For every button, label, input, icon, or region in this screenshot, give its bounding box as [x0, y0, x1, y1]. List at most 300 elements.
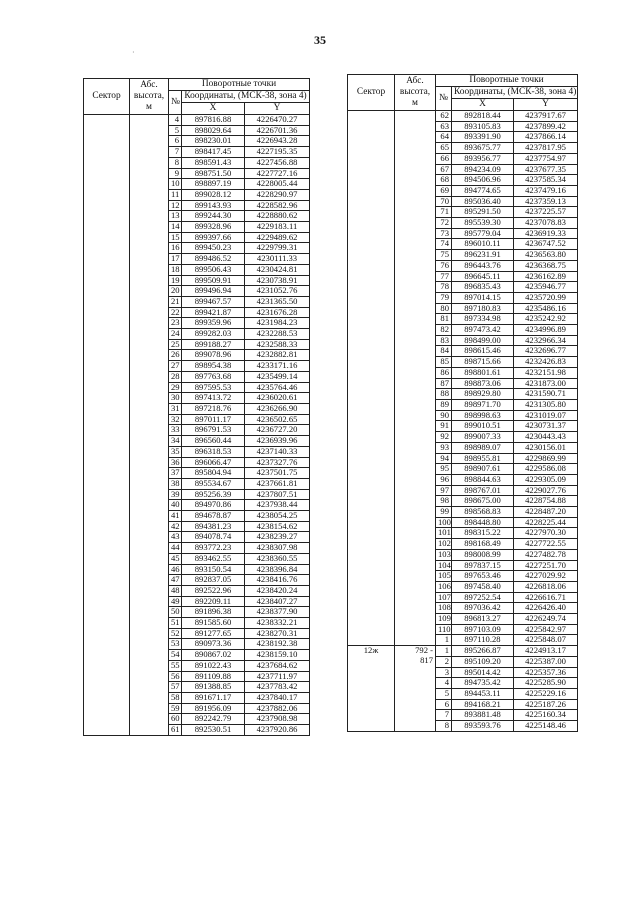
point-number: 43: [169, 532, 182, 543]
point-number: 19: [169, 275, 182, 286]
y-coordinate: 4236563.80: [514, 250, 578, 261]
coordinates-table-right: [347, 74, 578, 732]
table-row: [348, 111, 578, 122]
point-number: 11: [169, 189, 182, 200]
x-coordinate: 895036.40: [452, 196, 514, 207]
x-coordinate: 894234.09: [452, 164, 514, 175]
point-number: 39: [169, 489, 182, 500]
point-number: 45: [169, 553, 182, 564]
point-number: 7: [169, 147, 182, 158]
y-coordinate: 4225148.46: [514, 721, 578, 732]
point-number: 47: [169, 575, 182, 586]
point-number: 88: [436, 389, 452, 400]
x-coordinate: 895266.87: [452, 646, 514, 657]
x-coordinate: 897180.83: [452, 303, 514, 314]
x-coordinate: 894453.11: [452, 688, 514, 699]
y-coordinate: 4228880.62: [245, 211, 310, 222]
point-number: 49: [169, 596, 182, 607]
y-coordinate: 4237140.33: [245, 446, 310, 457]
point-number: 13: [169, 211, 182, 222]
point-number: 82: [436, 325, 452, 336]
x-coordinate: 898591.43: [182, 157, 245, 168]
point-number: 5: [436, 688, 452, 699]
y-coordinate: 4238360.55: [245, 553, 310, 564]
x-coordinate: 895014.42: [452, 667, 514, 678]
x-coordinate: 895256.39: [182, 489, 245, 500]
point-number: 100: [436, 517, 452, 528]
point-number: 74: [436, 239, 452, 250]
x-coordinate: 899467.57: [182, 296, 245, 307]
x-coordinate: 891896.38: [182, 607, 245, 618]
y-coordinate: 4225387.00: [514, 656, 578, 667]
point-number: 69: [436, 185, 452, 196]
x-coordinate: 898801.61: [452, 367, 514, 378]
y-coordinate: 4231984.23: [245, 318, 310, 329]
point-number: 75: [436, 250, 452, 261]
x-coordinate: 893150.54: [182, 564, 245, 575]
point-number: 46: [169, 564, 182, 575]
point-number: 38: [169, 478, 182, 489]
y-coordinate: 4226249.74: [514, 614, 578, 625]
x-header: X: [182, 103, 245, 115]
altitude-header-line: Абс.: [406, 76, 424, 86]
y-coordinate: 4235946.77: [514, 282, 578, 293]
y-coordinate: 4230111.33: [245, 254, 310, 265]
x-coordinate: 897103.09: [452, 624, 514, 635]
point-number: 20: [169, 286, 182, 297]
point-number: 80: [436, 303, 452, 314]
y-coordinate: 4224913.17: [514, 646, 578, 657]
x-coordinate: 899496.94: [182, 286, 245, 297]
x-coordinate: 899244.30: [182, 211, 245, 222]
x-coordinate: 898675.00: [452, 496, 514, 507]
point-number: 85: [436, 357, 452, 368]
x-coordinate: 893956.77: [452, 153, 514, 164]
x-coordinate: 898989.07: [452, 442, 514, 453]
point-number: 62: [436, 111, 452, 122]
y-coordinate: 4237661.81: [245, 478, 310, 489]
point-number: 54: [169, 650, 182, 661]
point-number: 83: [436, 335, 452, 346]
x-coordinate: 899143.93: [182, 200, 245, 211]
x-coordinate: 898767.01: [452, 485, 514, 496]
point-number: 105: [436, 571, 452, 582]
x-coordinate: 891109.88: [182, 671, 245, 682]
y-coordinate: 4232151.98: [514, 367, 578, 378]
x-coordinate: 898168.49: [452, 539, 514, 550]
point-number: 103: [436, 549, 452, 560]
point-number: 94: [436, 453, 452, 464]
y-coordinate: 4230731.37: [514, 421, 578, 432]
point-number: 90: [436, 410, 452, 421]
point-number: 16: [169, 243, 182, 254]
y-coordinate: 4237938.44: [245, 500, 310, 511]
y-coordinate: 4225357.36: [514, 667, 578, 678]
y-coordinate: 4238307.98: [245, 543, 310, 554]
y-coordinate: 4226470.27: [245, 115, 310, 126]
altitude-header-line: Абс.: [140, 80, 158, 90]
x-coordinate: 898615.46: [452, 346, 514, 357]
point-number: 37: [169, 468, 182, 479]
point-number: 40: [169, 500, 182, 511]
y-coordinate: 4237840.17: [245, 692, 310, 703]
sector-cell: 12ж: [348, 646, 395, 732]
y-coordinate: 4231365.50: [245, 296, 310, 307]
x-coordinate: 890973.36: [182, 639, 245, 650]
y-coordinate: 4227029.92: [514, 571, 578, 582]
y-coordinate: 4226818.06: [514, 581, 578, 592]
x-coordinate: 899007.33: [452, 432, 514, 443]
y-coordinate: 4238239.27: [245, 532, 310, 543]
y-coordinate: 4237917.67: [514, 111, 578, 122]
y-coordinate: 4226701.36: [245, 125, 310, 136]
y-coordinate: 4229869.99: [514, 453, 578, 464]
x-coordinate: 899421.87: [182, 307, 245, 318]
y-coordinate: 4231873.00: [514, 378, 578, 389]
point-number: 95: [436, 464, 452, 475]
x-coordinate: 898955.81: [452, 453, 514, 464]
point-number: 87: [436, 378, 452, 389]
y-coordinate: 4236919.33: [514, 228, 578, 239]
altitude-header-line: высота,: [133, 91, 165, 101]
table-row: [348, 646, 578, 657]
x-coordinate: 898844.63: [452, 474, 514, 485]
point-number: 28: [169, 371, 182, 382]
y-coordinate: 4228487.20: [514, 507, 578, 518]
point-number: 15: [169, 232, 182, 243]
point-number: 42: [169, 521, 182, 532]
point-number: 25: [169, 339, 182, 350]
y-coordinate: 4234996.89: [514, 325, 578, 336]
point-number: 31: [169, 403, 182, 414]
x-coordinate: 898954.38: [182, 361, 245, 372]
x-coordinate: 891022.43: [182, 660, 245, 671]
x-coordinate: 896443.76: [452, 260, 514, 271]
x-coordinate: 891277.65: [182, 628, 245, 639]
x-coordinate: 894168.21: [452, 699, 514, 710]
y-coordinate: 4237684.62: [245, 660, 310, 671]
y-coordinate: 4227970.30: [514, 528, 578, 539]
y-coordinate: 4231305.80: [514, 399, 578, 410]
y-coordinate: 4228754.88: [514, 496, 578, 507]
x-coordinate: 893881.48: [452, 710, 514, 721]
x-coordinate: 894381.23: [182, 521, 245, 532]
point-number: 21: [169, 296, 182, 307]
x-coordinate: 898907.61: [452, 464, 514, 475]
x-coordinate: 895534.67: [182, 478, 245, 489]
x-coordinate: 897110.28: [452, 635, 514, 646]
x-coordinate: 894678.87: [182, 511, 245, 522]
y-coordinate: 4231019.07: [514, 410, 578, 421]
coordinates-header: Координаты, (МСК-38, зона 4): [182, 91, 310, 103]
point-number: 1: [436, 635, 452, 646]
y-coordinate: 4238270.31: [245, 628, 310, 639]
y-coordinate: 4226426.40: [514, 603, 578, 614]
x-coordinate: 899486.52: [182, 254, 245, 265]
point-number: 41: [169, 511, 182, 522]
point-number: 108: [436, 603, 452, 614]
point-number: 8: [169, 157, 182, 168]
point-number: 70: [436, 196, 452, 207]
y-coordinate: 4232588.33: [245, 339, 310, 350]
y-coordinate: 4230424.81: [245, 264, 310, 275]
point-number: 92: [436, 432, 452, 443]
point-number: 12: [169, 200, 182, 211]
point-number: 26: [169, 350, 182, 361]
altitude-header: [130, 79, 169, 115]
x-coordinate: 898751.50: [182, 168, 245, 179]
y-coordinate: 4232696.77: [514, 346, 578, 357]
x-coordinate: 896318.53: [182, 446, 245, 457]
y-coordinate: 4237866.14: [514, 132, 578, 143]
y-coordinate: 4229489.62: [245, 232, 310, 243]
point-number: 10: [169, 179, 182, 190]
x-coordinate: 898873.06: [452, 378, 514, 389]
y-coordinate: 4227727.16: [245, 168, 310, 179]
point-number: 73: [436, 228, 452, 239]
y-coordinate: 4237327.76: [245, 457, 310, 468]
x-coordinate: 897011.17: [182, 414, 245, 425]
y-coordinate: 4237677.35: [514, 164, 578, 175]
y-coordinate: 4232882.81: [245, 350, 310, 361]
altitude-cell: [395, 111, 436, 646]
y-coordinate: 4237078.83: [514, 218, 578, 229]
x-coordinate: 897458.40: [452, 581, 514, 592]
point-number: 50: [169, 607, 182, 618]
x-header: X: [452, 99, 514, 111]
point-number: 107: [436, 592, 452, 603]
x-coordinate: 892837.05: [182, 575, 245, 586]
y-coordinate: 4237754.97: [514, 153, 578, 164]
x-coordinate: 897252.54: [452, 592, 514, 603]
point-number: 68: [436, 175, 452, 186]
x-coordinate: 899506.43: [182, 264, 245, 275]
point-number: 6: [436, 699, 452, 710]
x-coordinate: 897837.15: [452, 560, 514, 571]
y-coordinate: 4236266.90: [245, 403, 310, 414]
sector-header: Сектор: [348, 75, 395, 111]
y-coordinate: 4237882.06: [245, 703, 310, 714]
altitude-cell: [395, 646, 436, 732]
x-coordinate: 898971.70: [452, 399, 514, 410]
y-coordinate: 4233171.16: [245, 361, 310, 372]
x-coordinate: 896813.27: [452, 614, 514, 625]
point-number: 66: [436, 153, 452, 164]
x-coordinate: 891585.60: [182, 618, 245, 629]
y-coordinate: 4226943.28: [245, 136, 310, 147]
y-coordinate: 4238377.90: [245, 607, 310, 618]
y-coordinate: 4238154.62: [245, 521, 310, 532]
x-coordinate: 895779.04: [452, 228, 514, 239]
y-coordinate: 4238396.84: [245, 564, 310, 575]
table-row: [84, 115, 310, 126]
x-coordinate: 895291.50: [452, 207, 514, 218]
coordinates-header: Координаты, (МСК-38, зона 4): [452, 87, 578, 99]
point-number: 8: [436, 721, 452, 732]
point-number: 56: [169, 671, 182, 682]
y-coordinate: 4237807.51: [245, 489, 310, 500]
y-coordinate: 4227456.88: [245, 157, 310, 168]
x-coordinate: 894774.65: [452, 185, 514, 196]
point-number: 97: [436, 485, 452, 496]
point-number: 6: [169, 136, 182, 147]
y-coordinate: 4231052.76: [245, 286, 310, 297]
x-coordinate: 892818.44: [452, 111, 514, 122]
x-coordinate: 897595.53: [182, 382, 245, 393]
y-coordinate: 4236727.20: [245, 425, 310, 436]
x-coordinate: 897036.42: [452, 603, 514, 614]
y-coordinate: 4229799.31: [245, 243, 310, 254]
y-coordinate: 4225229.16: [514, 688, 578, 699]
y-coordinate: 4238192.38: [245, 639, 310, 650]
x-coordinate: 897014.15: [452, 292, 514, 303]
x-coordinate: 899010.51: [452, 421, 514, 432]
x-coordinate: 897413.72: [182, 393, 245, 404]
point-number: 34: [169, 436, 182, 447]
point-number: 109: [436, 614, 452, 625]
turning-points-header: Поворотные точки: [436, 75, 578, 87]
y-coordinate: 4238054.25: [245, 511, 310, 522]
point-number: 4: [436, 678, 452, 689]
x-coordinate: 893772.23: [182, 543, 245, 554]
y-coordinate: 4226616.71: [514, 592, 578, 603]
y-coordinate: 4228005.44: [245, 179, 310, 190]
x-coordinate: 897218.76: [182, 403, 245, 414]
y-coordinate: 4237899.42: [514, 121, 578, 132]
number-header: №: [436, 87, 452, 111]
turning-points-header: Поворотные точки: [169, 79, 310, 91]
number-header: №: [169, 91, 182, 115]
x-coordinate: 896560.44: [182, 436, 245, 447]
y-coordinate: 4236020.61: [245, 393, 310, 404]
point-number: 17: [169, 254, 182, 265]
page-number: 35: [314, 33, 326, 47]
x-coordinate: 892209.11: [182, 596, 245, 607]
x-coordinate: 899028.12: [182, 189, 245, 200]
point-number: 106: [436, 581, 452, 592]
y-coordinate: 4227195.35: [245, 147, 310, 158]
x-coordinate: 897473.42: [452, 325, 514, 336]
point-number: 36: [169, 457, 182, 468]
point-number: 44: [169, 543, 182, 554]
y-coordinate: 4229305.09: [514, 474, 578, 485]
point-number: 22: [169, 307, 182, 318]
coordinates-table-left: [83, 78, 310, 736]
y-coordinate: 4225160.34: [514, 710, 578, 721]
y-coordinate: 4229027.76: [514, 485, 578, 496]
x-coordinate: 891956.09: [182, 703, 245, 714]
point-number: 96: [436, 474, 452, 485]
point-number: 52: [169, 628, 182, 639]
y-coordinate: 4237479.16: [514, 185, 578, 196]
y-coordinate: 4238407.27: [245, 596, 310, 607]
x-coordinate: 898230.01: [182, 136, 245, 147]
point-number: 35: [169, 446, 182, 457]
x-coordinate: 893675.77: [452, 143, 514, 154]
altitude-header: [395, 75, 436, 111]
x-coordinate: 898417.45: [182, 147, 245, 158]
y-header: Y: [514, 99, 578, 111]
point-number: 27: [169, 361, 182, 372]
x-coordinate: 894970.86: [182, 500, 245, 511]
point-number: 14: [169, 222, 182, 233]
y-coordinate: 4237920.86: [245, 725, 310, 736]
point-number: 24: [169, 329, 182, 340]
point-number: 61: [169, 725, 182, 736]
y-coordinate: 4237359.13: [514, 196, 578, 207]
point-number: 71: [436, 207, 452, 218]
x-coordinate: 899078.96: [182, 350, 245, 361]
point-number: 104: [436, 560, 452, 571]
y-coordinate: 4238159.10: [245, 650, 310, 661]
x-coordinate: 898029.64: [182, 125, 245, 136]
point-number: 3: [436, 667, 452, 678]
x-coordinate: 899282.03: [182, 329, 245, 340]
x-coordinate: 895804.94: [182, 468, 245, 479]
x-coordinate: 898929.80: [452, 389, 514, 400]
x-coordinate: 898448.80: [452, 517, 514, 528]
point-number: 51: [169, 618, 182, 629]
altitude-header-line: м: [146, 102, 152, 112]
point-number: 72: [436, 218, 452, 229]
y-coordinate: 4231590.71: [514, 389, 578, 400]
x-coordinate: 896645.11: [452, 271, 514, 282]
x-coordinate: 898315.22: [452, 528, 514, 539]
x-coordinate: 894735.42: [452, 678, 514, 689]
x-coordinate: 891671.17: [182, 692, 245, 703]
x-coordinate: 897653.46: [452, 571, 514, 582]
scan-speck: ·: [132, 48, 135, 57]
point-number: 64: [436, 132, 452, 143]
x-coordinate: 892242.79: [182, 714, 245, 725]
point-number: 30: [169, 393, 182, 404]
point-number: 57: [169, 682, 182, 693]
point-number: 79: [436, 292, 452, 303]
y-coordinate: 4232288.53: [245, 329, 310, 340]
point-number: 9: [169, 168, 182, 179]
y-coordinate: 4238420.24: [245, 585, 310, 596]
x-coordinate: 893391.90: [452, 132, 514, 143]
y-coordinate: 4228225.44: [514, 517, 578, 528]
x-coordinate: 896835.43: [452, 282, 514, 293]
point-number: 77: [436, 271, 452, 282]
point-number: 48: [169, 585, 182, 596]
point-number: 2: [436, 656, 452, 667]
y-coordinate: 4237783.42: [245, 682, 310, 693]
y-coordinate: 4229586.08: [514, 464, 578, 475]
point-number: 91: [436, 421, 452, 432]
point-number: 98: [436, 496, 452, 507]
x-coordinate: 898008.99: [452, 549, 514, 560]
x-coordinate: 890867.02: [182, 650, 245, 661]
y-coordinate: 4236368.75: [514, 260, 578, 271]
y-coordinate: 4231676.28: [245, 307, 310, 318]
point-number: 18: [169, 264, 182, 275]
point-number: 5: [169, 125, 182, 136]
y-coordinate: 4229183.11: [245, 222, 310, 233]
x-coordinate: 898897.19: [182, 179, 245, 190]
point-number: 32: [169, 414, 182, 425]
y-coordinate: 4230443.43: [514, 432, 578, 443]
y-coordinate: 4235242.92: [514, 314, 578, 325]
x-coordinate: 896791.53: [182, 425, 245, 436]
altitude-cell: [130, 115, 169, 736]
y-coordinate: 4236939.96: [245, 436, 310, 447]
y-coordinate: 4225285.90: [514, 678, 578, 689]
x-coordinate: 899397.66: [182, 232, 245, 243]
point-number: 93: [436, 442, 452, 453]
x-coordinate: 895109.20: [452, 656, 514, 667]
